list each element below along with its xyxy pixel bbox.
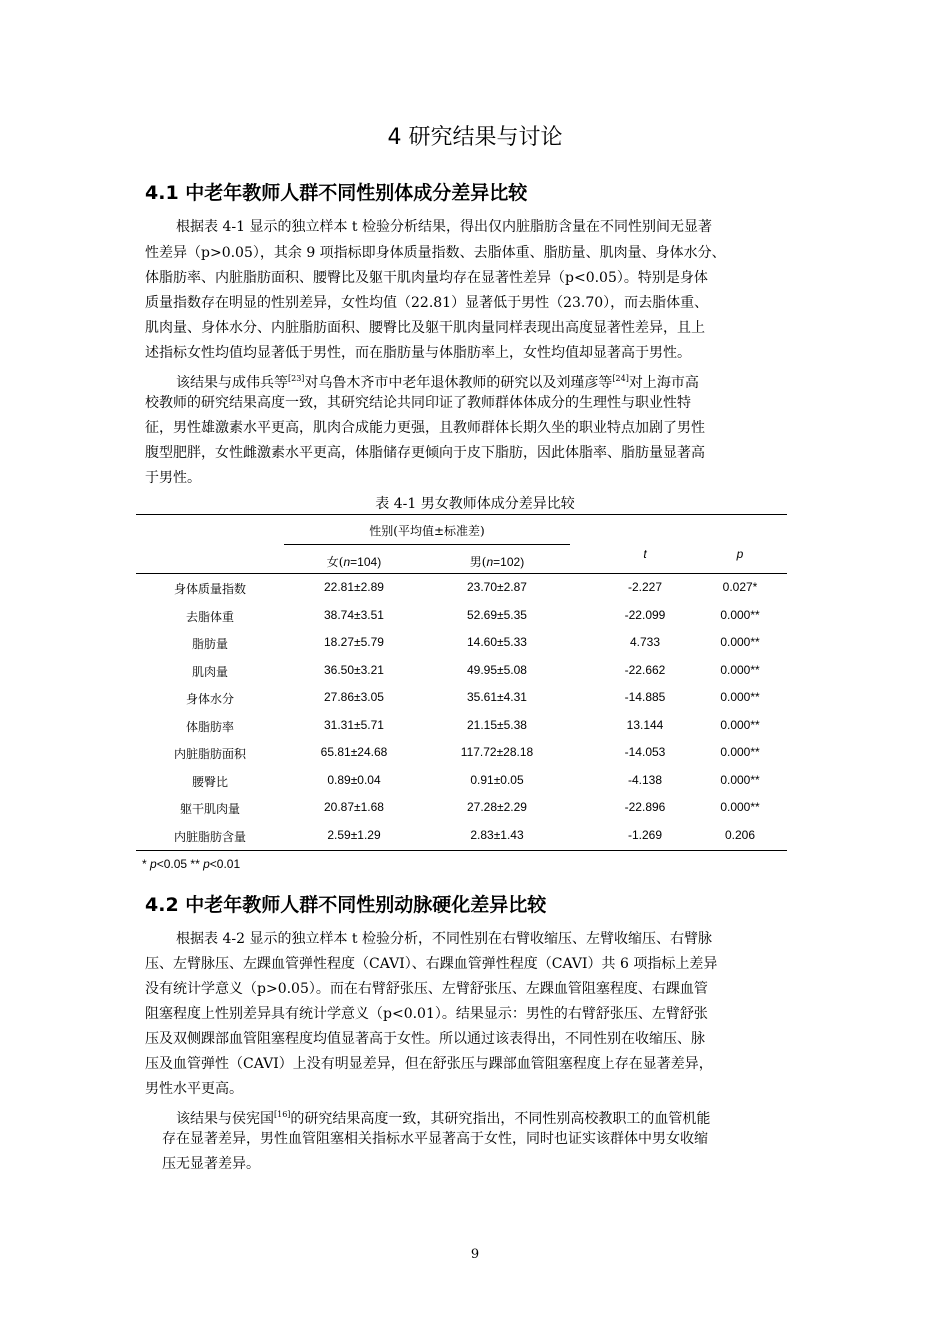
paragraph-line: 根据表 4-1 显示的独立样本 t 检验分析结果，得出仅内脏脂肪含量在不同性别间无显著 [176,219,712,235]
paragraph-line [176,1105,710,1129]
chapter-title: 4 研究结果与讨论 [387,125,563,150]
p-value: 0.000** [720,745,760,759]
row-label: 内脏脂肪面积 [173,747,246,761]
p-value: 0.000** [720,690,760,704]
female-value: 2.59±1.29 [327,827,381,842]
p-value: 0.000** [720,635,760,649]
female-value: 31.31±5.71 [324,717,384,732]
table-caption: 表 4-1 男女教师体成分差异比较 [375,496,575,512]
t-value: -4.138 [627,772,663,787]
section-heading-4-1: 4.1 中老年教师人群不同性别体成分差异比较 [145,182,528,204]
footnote-text: <0.01 [209,857,241,871]
male-value: 2.83±1.43 [470,827,524,842]
footnote-p: p [150,857,157,871]
paragraph-line [176,369,699,393]
paragraph-line: 根据表 4-2 显示的独立样本 t 检验分析，不同性别在右臂收缩压、左臂收缩压、右臂脉 [176,931,712,947]
female-value: 18.27±5.79 [324,635,384,649]
row-label: 肌肉量 [191,664,228,679]
paragraph-line: 阻塞程度上性别差异具有统计学意义（p<0.01）。结果显示：男性的右臂舒张压、左臂舒张 [145,1006,708,1022]
female-value: 38.74±3.51 [324,607,384,622]
t-value: -2.227 [627,580,663,594]
paragraph-text: 的研究结果高度一致，其研究指出，不同性别高校教职工的血管机能 [290,1111,711,1127]
table-footnote [142,857,240,871]
paragraph-line: 质量指数存在明显的性别差异，女性均值（22.81）显著低于男性（23.70），而去脂体重、 [145,295,709,311]
header-text: =102) [493,555,525,569]
paragraph-line: 校教师的研究结果高度一致，其研究结论共同印证了教师群体体成分的生理性与职业性特 [145,395,691,411]
t-value: -1.269 [627,827,663,842]
citation-ref: [16] [274,1110,291,1119]
group-header-rule [284,544,570,545]
row-label: 身体质量指数 [173,582,246,596]
male-value: 27.28±2.29 [467,800,527,814]
t-value: -14.053 [624,745,666,759]
paragraph-line: 男性水平更高。 [145,1081,243,1097]
female-value: 0.89±0.04 [327,772,381,787]
female-value: 27.86±3.05 [324,690,384,704]
row-label: 躯干肌肉量 [179,802,240,816]
paragraph-text: 对乌鲁木齐市中老年退休教师的研究以及刘瑾彦等 [304,375,613,391]
t-value: 4.733 [629,635,661,649]
paragraph-text: 该结果与侯宪国 [176,1111,274,1127]
p-value: 0.000** [720,772,760,787]
p-value: 0.000** [720,717,760,732]
female-value: 36.50±3.21 [324,662,384,677]
male-value: 117.72±28.18 [460,745,534,759]
column-header-female [284,553,424,570]
female-value: 22.81±2.89 [324,580,384,594]
header-n: n [486,555,494,569]
header-text: 男( [469,555,487,569]
paragraph-line: 肌肉量、身体水分、内脏脂肪面积、腰臀比及躯干肌肉量同样表现出高度显著性差异，且上 [145,320,705,336]
female-value: 65.81±24.68 [320,745,388,759]
header-n: n [343,555,351,569]
section-heading-4-2: 4.2 中老年教师人群不同性别动脉硬化差异比较 [145,894,547,916]
group-header: 性别(平均值±标准差) [369,524,485,538]
paragraph-line: 征，男性雄激素水平更高，肌肉合成能力更强，且教师群体长期久坐的职业特点加剧了男性 [145,420,705,436]
t-value: 13.144 [626,717,664,732]
table-header-rule [136,573,787,574]
paragraph-line: 压及双侧踝部血管阻塞程度均值显著高于女性。所以通过该表得出，不同性别在收缩压、脉 [145,1031,705,1047]
p-value: 0.000** [720,662,760,677]
table-top-rule [136,514,787,515]
paragraph-line: 压无显著差异。 [162,1156,260,1172]
p-value: 0.000** [720,800,760,814]
paragraph-text: 对上海市高 [628,375,699,391]
paragraph-line: 压及血管弹性（CAVI）上没有明显差异，但在舒张压与踝部血管阻塞程度上存在显著差异， [145,1056,713,1072]
male-value: 49.95±5.08 [467,662,527,677]
row-label: 去脂体重 [185,609,234,624]
header-text: =104) [350,555,382,569]
citation-ref: [23] [288,374,305,383]
t-value: -22.896 [624,800,666,814]
column-header-male [424,553,570,570]
page-number: 9 [470,1247,480,1262]
header-text: 女( [326,555,344,569]
p-value: 0.000** [720,607,760,622]
column-header-p: p [736,547,744,561]
male-value: 14.60±5.33 [467,635,527,649]
paragraph-line: 没有统计学意义（p>0.05）。而在右臂舒张压、左臂舒张压、左踝血管阻塞程度、右踝血管 [145,981,708,997]
footnote-text: * [142,857,151,871]
row-label: 体脂肪率 [185,719,234,734]
t-value: -14.885 [624,690,666,704]
footnote-text: <0.05 ** [156,857,204,871]
row-label: 脂肪量 [191,637,228,651]
paragraph-line: 述指标女性均值均显著低于男性，而在脂肪量与体脂肪率上，女性均值却显著高于男性。 [145,345,691,361]
t-value: -22.099 [624,607,666,622]
paragraph-line: 体脂肪率、内脏脂肪面积、腰臀比及躯干肌肉量均存在显著性差异（p<0.05）。特别是身体 [145,270,708,286]
paragraph-text: 该结果与成伟兵等 [176,375,288,391]
row-label: 身体水分 [185,692,234,706]
male-value: 21.15±5.38 [467,717,527,732]
paragraph-line: 腹型肥胖，女性雌激素水平更高，体脂储存更倾向于皮下脂肪，因此体脂率、脂肪量显著高 [145,445,705,461]
footnote-p: p [203,857,210,871]
p-value: 0.027* [722,580,758,594]
male-value: 52.69±5.35 [467,607,527,622]
paragraph-line: 存在显著差异，男性血管阻塞相关指标水平显著高于女性，同时也证实该群体中男女收缩 [162,1131,708,1147]
table-bottom-rule [136,850,787,851]
male-value: 35.61±4.31 [467,690,527,704]
paragraph-line: 于男性。 [145,470,201,486]
p-value: 0.206 [724,827,756,842]
row-label: 腰臀比 [191,774,228,789]
row-label: 内脏脂肪含量 [173,829,246,844]
male-value: 0.91±0.05 [470,772,524,787]
t-value: -22.662 [624,662,666,677]
citation-ref: [24] [612,374,629,383]
male-value: 23.70±2.87 [467,580,527,594]
paragraph-line: 性差异（p>0.05），其余 9 项指标即身体质量指数、去脂体重、脂肪量、肌肉量、身体水分、 [145,245,726,261]
female-value: 20.87±1.68 [324,800,384,814]
paragraph-line: 压、左臂脉压、左踝血管弹性程度（CAVI）、右踝血管弹性程度（CAVI）共 6 项指标上差异 [145,956,718,972]
column-header-t: t [643,547,647,561]
